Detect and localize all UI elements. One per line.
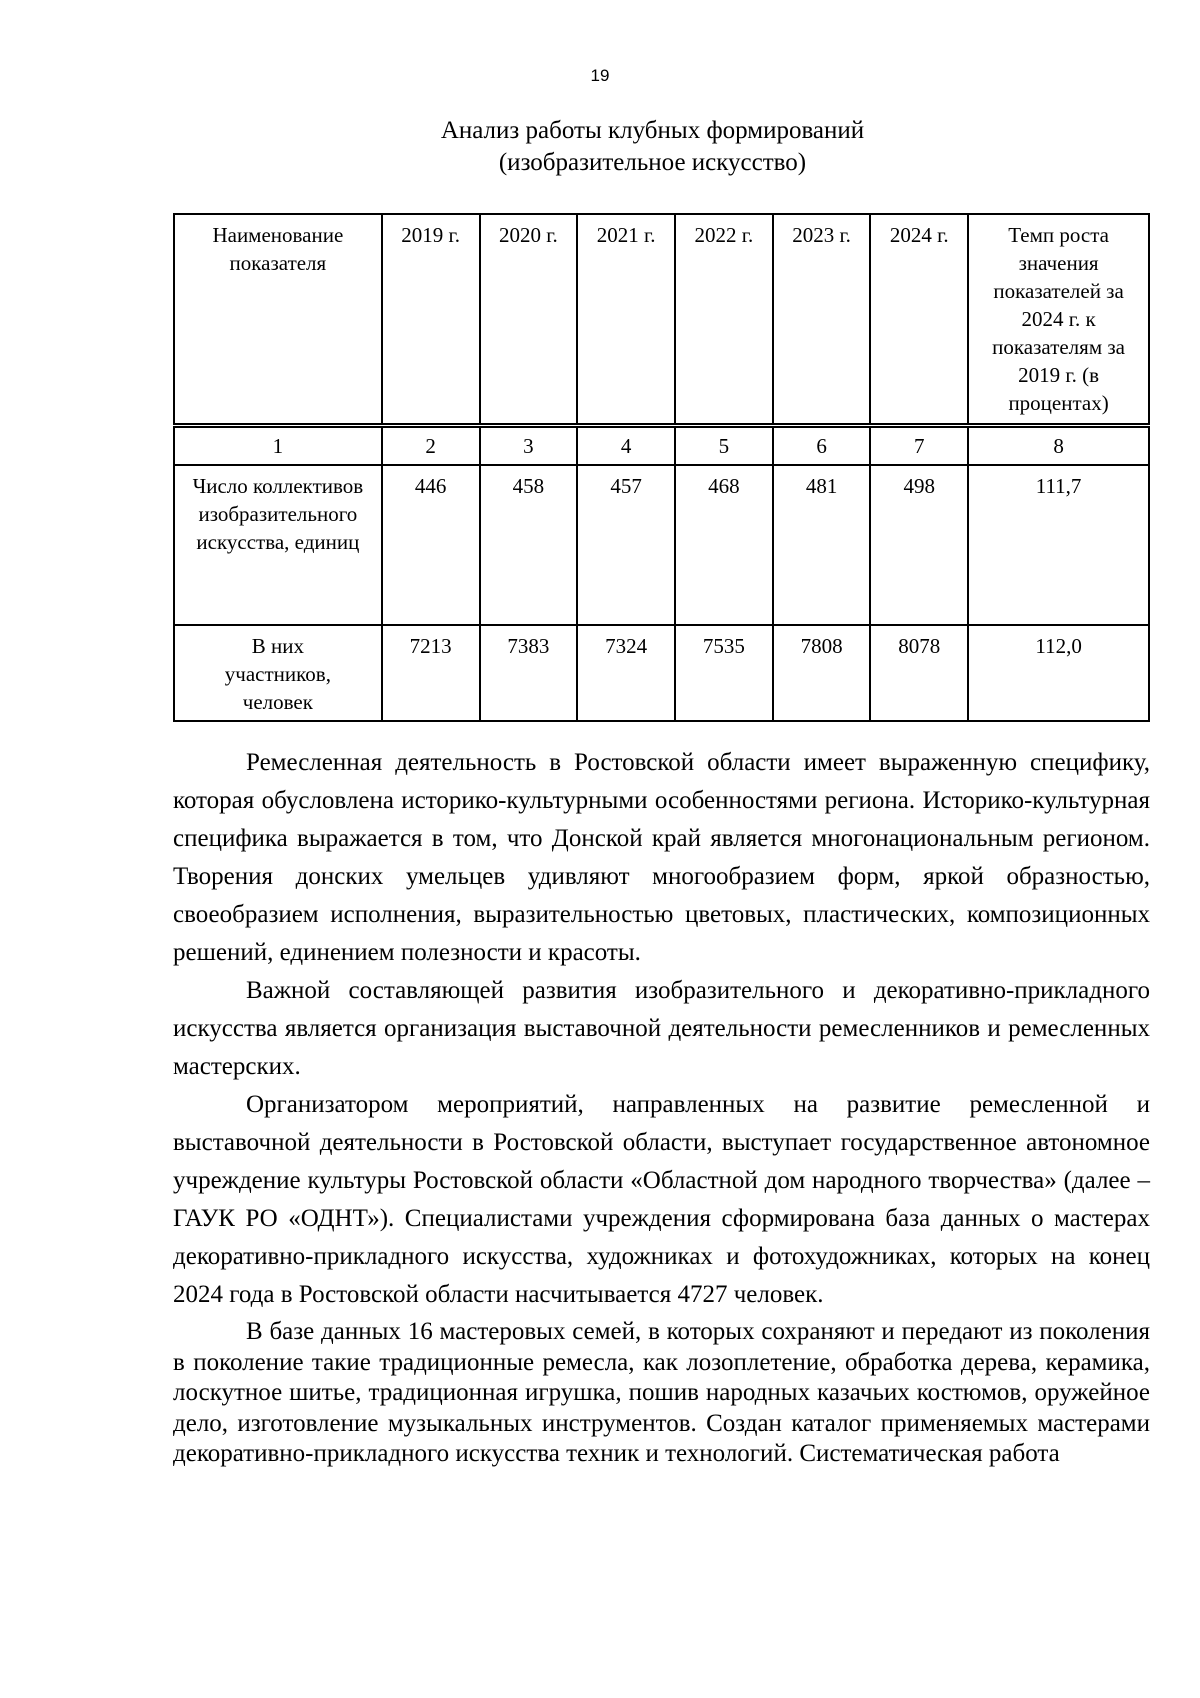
- club-formations-table: [173, 213, 1150, 722]
- row-label: Число коллективов изобразительного искусства, единиц: [174, 465, 382, 625]
- column-number-cell: 3: [480, 426, 578, 466]
- table-cell: 458: [480, 465, 578, 625]
- table-cell: 7213: [382, 625, 480, 721]
- table-title: [0, 115, 1200, 179]
- table-cell: 112,0: [968, 625, 1149, 721]
- column-number-cell: 5: [675, 426, 773, 466]
- header-cell: 2022 г.: [675, 214, 773, 426]
- table-cell: 468: [675, 465, 773, 625]
- column-number-row: [174, 426, 1149, 466]
- table-cell: 7535: [675, 625, 773, 721]
- column-number-cell: 8: [968, 426, 1149, 466]
- column-number-cell: 2: [382, 426, 480, 466]
- column-number-cell: 6: [773, 426, 871, 466]
- column-number-cell: 7: [870, 426, 968, 466]
- table-cell: 7808: [773, 625, 871, 721]
- table-cell: 7383: [480, 625, 578, 721]
- header-cell: 2024 г.: [870, 214, 968, 426]
- table-cell: 481: [773, 465, 871, 625]
- table-cell: 111,7: [968, 465, 1149, 625]
- header-cell: 2023 г.: [773, 214, 871, 426]
- table-title-line-2: (изобразительное искусство): [498, 149, 807, 176]
- table-cell: 8078: [870, 625, 968, 721]
- body-text: [173, 744, 1150, 1470]
- table-title-line-1: Анализ работы клубных формирований: [440, 117, 865, 144]
- paragraph: Важной составляющей развития изобразительного и декоративно-прикладного искусства является организация выставочной деятельности ремесленников и ремесленных мастерских.: [173, 977, 1150, 1080]
- header-cell: Наименование показателя: [174, 214, 382, 426]
- page-number: 19: [590, 66, 610, 85]
- header-cell: 2021 г.: [577, 214, 675, 426]
- header-cell: 2020 г.: [480, 214, 578, 426]
- table-header-row: [174, 214, 1149, 426]
- paragraph: В базе данных 16 мастеровых семей, в которых сохраняют и передают из поколения в поколение такие традиционные ремесла, как лозоплетение, обработка дерева, керамика, лоскутное шитье, традиционная игрушка, пошив народных казачьих костюмов, оружейное дело, изготовление музыкальных инструментов. Создан каталог применяемых мастерами декоративно-прикладного искусства техник и технологий. Систематическая работа: [173, 1318, 1150, 1467]
- table-cell: 446: [382, 465, 480, 625]
- column-number-cell: 4: [577, 426, 675, 466]
- paragraph: Ремесленная деятельность в Ростовской области имеет выраженную специфику, которая обусловлена историко-культурными особенностями региона. Историко-культурная специфика выражается в том, что Донской край является многонациональным регионом. Творения донских умельцев удивляют многообразием форм, яркой образностью, своеобразием исполнения, выразительностью цветовых, пластических, композиционных решений, единением полезности и красоты.: [173, 749, 1150, 966]
- row-label: В них участников, человек: [174, 625, 382, 721]
- header-cell: Темп роста значения показателей за 2024 г. к показателям за 2019 г. (в процентах): [968, 214, 1149, 426]
- table-row: [174, 465, 1149, 625]
- table-cell: 7324: [577, 625, 675, 721]
- paragraph: Организатором мероприятий, направленных на развитие ремесленной и выставочной деятельности в Ростовской области, выступает государственное автономное учреждение культуры Ростовской области «Областной дом народного творчества» (далее – ГАУК РО «ОДНТ»). Специалистами учреждения сформирована база данных о мастерах декоративно-прикладного искусства, художниках и фотохудожниках, которых на конец 2024 года в Ростовской области насчитывается 4727 человек.: [173, 1091, 1150, 1308]
- column-number-cell: 1: [174, 426, 382, 466]
- table-cell: 498: [870, 465, 968, 625]
- table-cell: 457: [577, 465, 675, 625]
- header-cell: 2019 г.: [382, 214, 480, 426]
- table-row: [174, 625, 1149, 721]
